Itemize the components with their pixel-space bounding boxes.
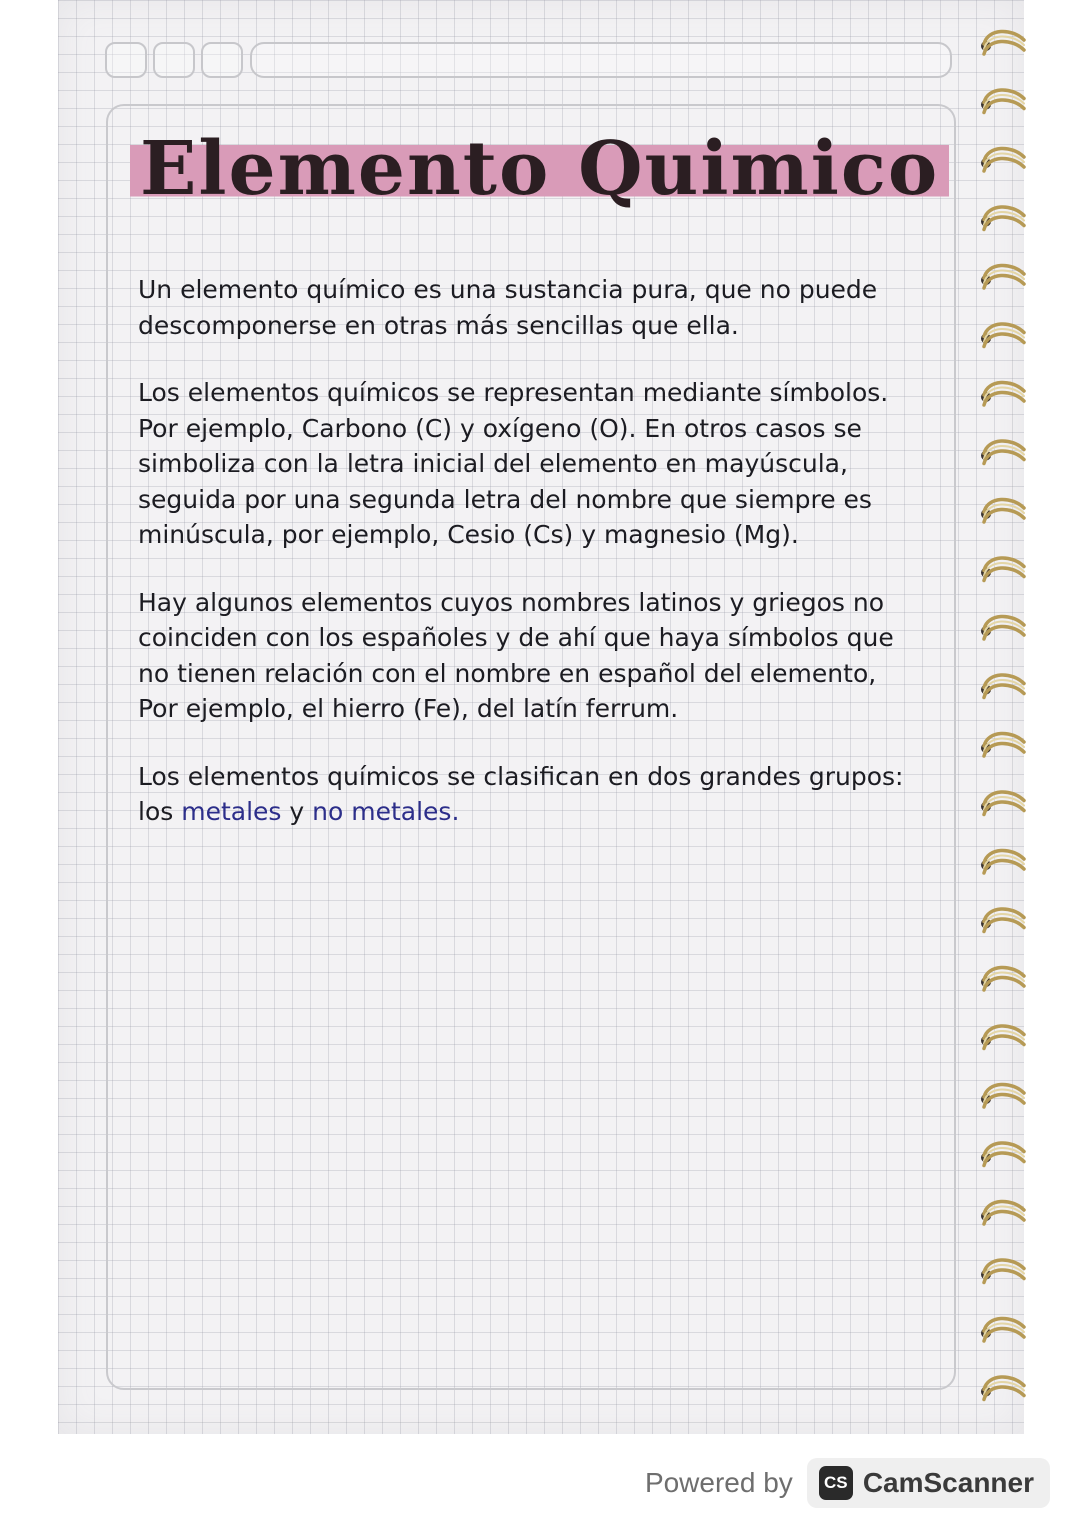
window-controls [105, 42, 243, 78]
spiral-ring [981, 265, 1024, 288]
window-button-2 [153, 42, 195, 78]
window-button-1 [105, 42, 147, 78]
spiral-ring [981, 499, 1024, 522]
paragraph-latin-names: Hay algunos elementos cuyos nombres latinos y griegos no coinciden con los españoles y de ahí que haya símbolos que no tienen relación con el nombre en español del elemento, Por ejemplo, el hierro (Fe), del latín ferrum. [138, 587, 894, 723]
spiral-ring [981, 90, 1024, 113]
spiral-ring [981, 792, 1024, 815]
spiral-ring [981, 1143, 1024, 1166]
spiral-ring [981, 441, 1024, 464]
spiral-ring [981, 967, 1024, 990]
address-bar [250, 42, 952, 78]
keyword-no-metales: no metales [312, 797, 452, 826]
spiral-ring [981, 382, 1024, 405]
spiral-ring [981, 909, 1024, 932]
paragraph-definition: Un elemento químico es una sustancia pura, que no puede descomponerse en otras más sencillas que ella. [138, 275, 878, 340]
spiral-binding-graphic [978, 14, 1028, 1404]
spiral-ring [981, 1084, 1024, 1107]
spiral-ring [981, 31, 1024, 54]
spiral-ring [981, 148, 1024, 171]
note-content [138, 272, 908, 862]
spiral-ring [981, 1377, 1024, 1400]
classification-prefix: Los elementos químicos se clasifican en dos grandes grupos: los [138, 761, 904, 826]
page-title [130, 104, 940, 234]
paragraph-classification [138, 759, 908, 830]
spiral-ring [981, 207, 1024, 230]
spiral-ring [981, 850, 1024, 873]
spiral-ring [981, 616, 1024, 639]
window-button-3 [201, 42, 243, 78]
paragraph-symbols: Los elementos químicos se representan mediante símbolos. Por ejemplo, Carbono (C) y oxígeno (O). En otros casos se simboliza con la letra inicial del elemento en mayúscula, seguida por una segunda letra del nombre que siempre es minúscula, por ejemplo, Cesio (Cs) y magnesio (Mg). [138, 378, 889, 549]
title-highlight: Elemento Quimico [130, 126, 949, 212]
spiral-ring [981, 324, 1024, 347]
spiral-ring [981, 1026, 1024, 1049]
spiral-ring [981, 675, 1024, 698]
camscanner-logo-icon: CS [819, 1466, 853, 1500]
classification-connector: y [289, 797, 305, 826]
camscanner-brand: CamScanner [862, 1467, 1034, 1498]
keyword-metales: metales [181, 797, 282, 826]
spiral-binding [978, 14, 1028, 1404]
footer-watermark [645, 1455, 1050, 1511]
spiral-ring [981, 1318, 1024, 1341]
spiral-ring [981, 1201, 1024, 1224]
spiral-ring [981, 1260, 1024, 1283]
spiral-ring [981, 733, 1024, 756]
powered-by-text: Powered by [644, 1467, 793, 1498]
camscanner-badge [807, 1458, 1050, 1508]
classification-suffix: . [451, 797, 460, 826]
spiral-ring [981, 558, 1024, 581]
